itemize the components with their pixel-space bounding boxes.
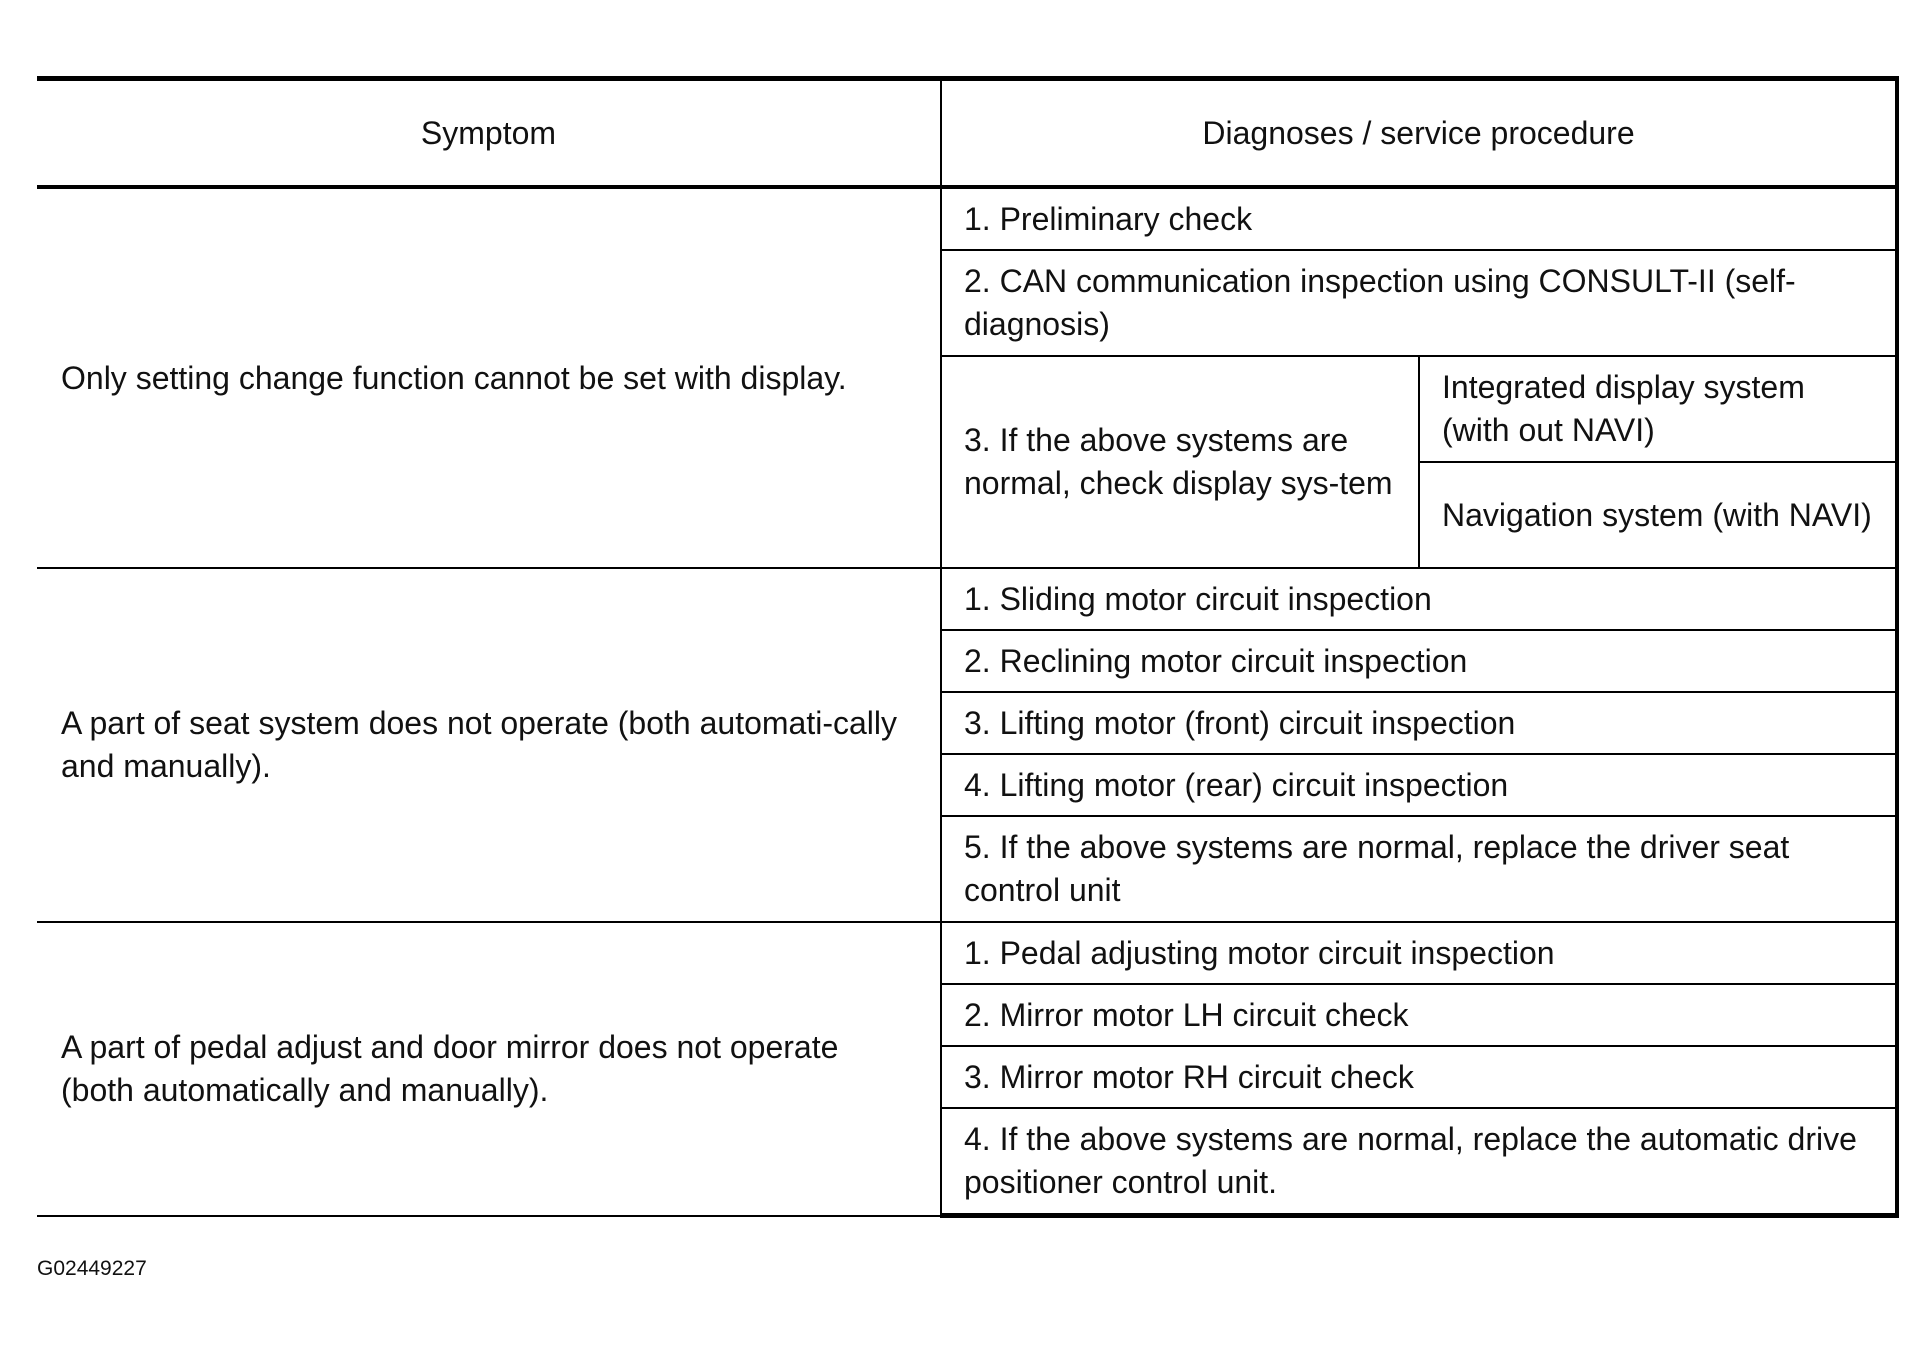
procedure-substep-option: Navigation system (with NAVI) xyxy=(1419,462,1897,568)
table-row xyxy=(37,922,1897,984)
procedure-substep-label: 3. If the above systems are normal, check display sys-tem xyxy=(941,356,1419,568)
procedure-substep-option: Integrated display system (with out NAVI) xyxy=(1419,356,1897,462)
table-row xyxy=(37,187,1897,250)
header-row xyxy=(37,79,1897,188)
procedure-step: 3. Lifting motor (front) circuit inspection xyxy=(941,692,1897,754)
procedure-header: Diagnoses / service procedure xyxy=(941,79,1897,188)
diagnosis-table xyxy=(37,76,1899,1218)
symptom-cell: A part of pedal adjust and door mirror does not operate (both automatically and manually). xyxy=(37,922,941,1216)
table-row xyxy=(37,568,1897,630)
procedure-step: 1. Sliding motor circuit inspection xyxy=(941,568,1897,630)
symptom-cell: Only setting change function cannot be set with display. xyxy=(37,187,941,568)
procedure-step: 2. Reclining motor circuit inspection xyxy=(941,630,1897,692)
procedure-step: 3. Mirror motor RH circuit check xyxy=(941,1046,1897,1108)
procedure-step: 2. CAN communication inspection using CONSULT-II (self-diagnosis) xyxy=(941,250,1897,356)
procedure-step: 4. Lifting motor (rear) circuit inspection xyxy=(941,754,1897,816)
procedure-step: 4. If the above systems are normal, replace the automatic drive positioner control unit. xyxy=(941,1108,1897,1216)
procedure-step: 1. Pedal adjusting motor circuit inspection xyxy=(941,922,1897,984)
figure-id: G02449227 xyxy=(37,1257,147,1280)
symptom-header: Symptom xyxy=(37,79,941,188)
procedure-step: 5. If the above systems are normal, replace the driver seat control unit xyxy=(941,816,1897,922)
symptom-cell: A part of seat system does not operate (both automati-cally and manually). xyxy=(37,568,941,922)
procedure-step: 1. Preliminary check xyxy=(941,187,1897,250)
procedure-step: 2. Mirror motor LH circuit check xyxy=(941,984,1897,1046)
